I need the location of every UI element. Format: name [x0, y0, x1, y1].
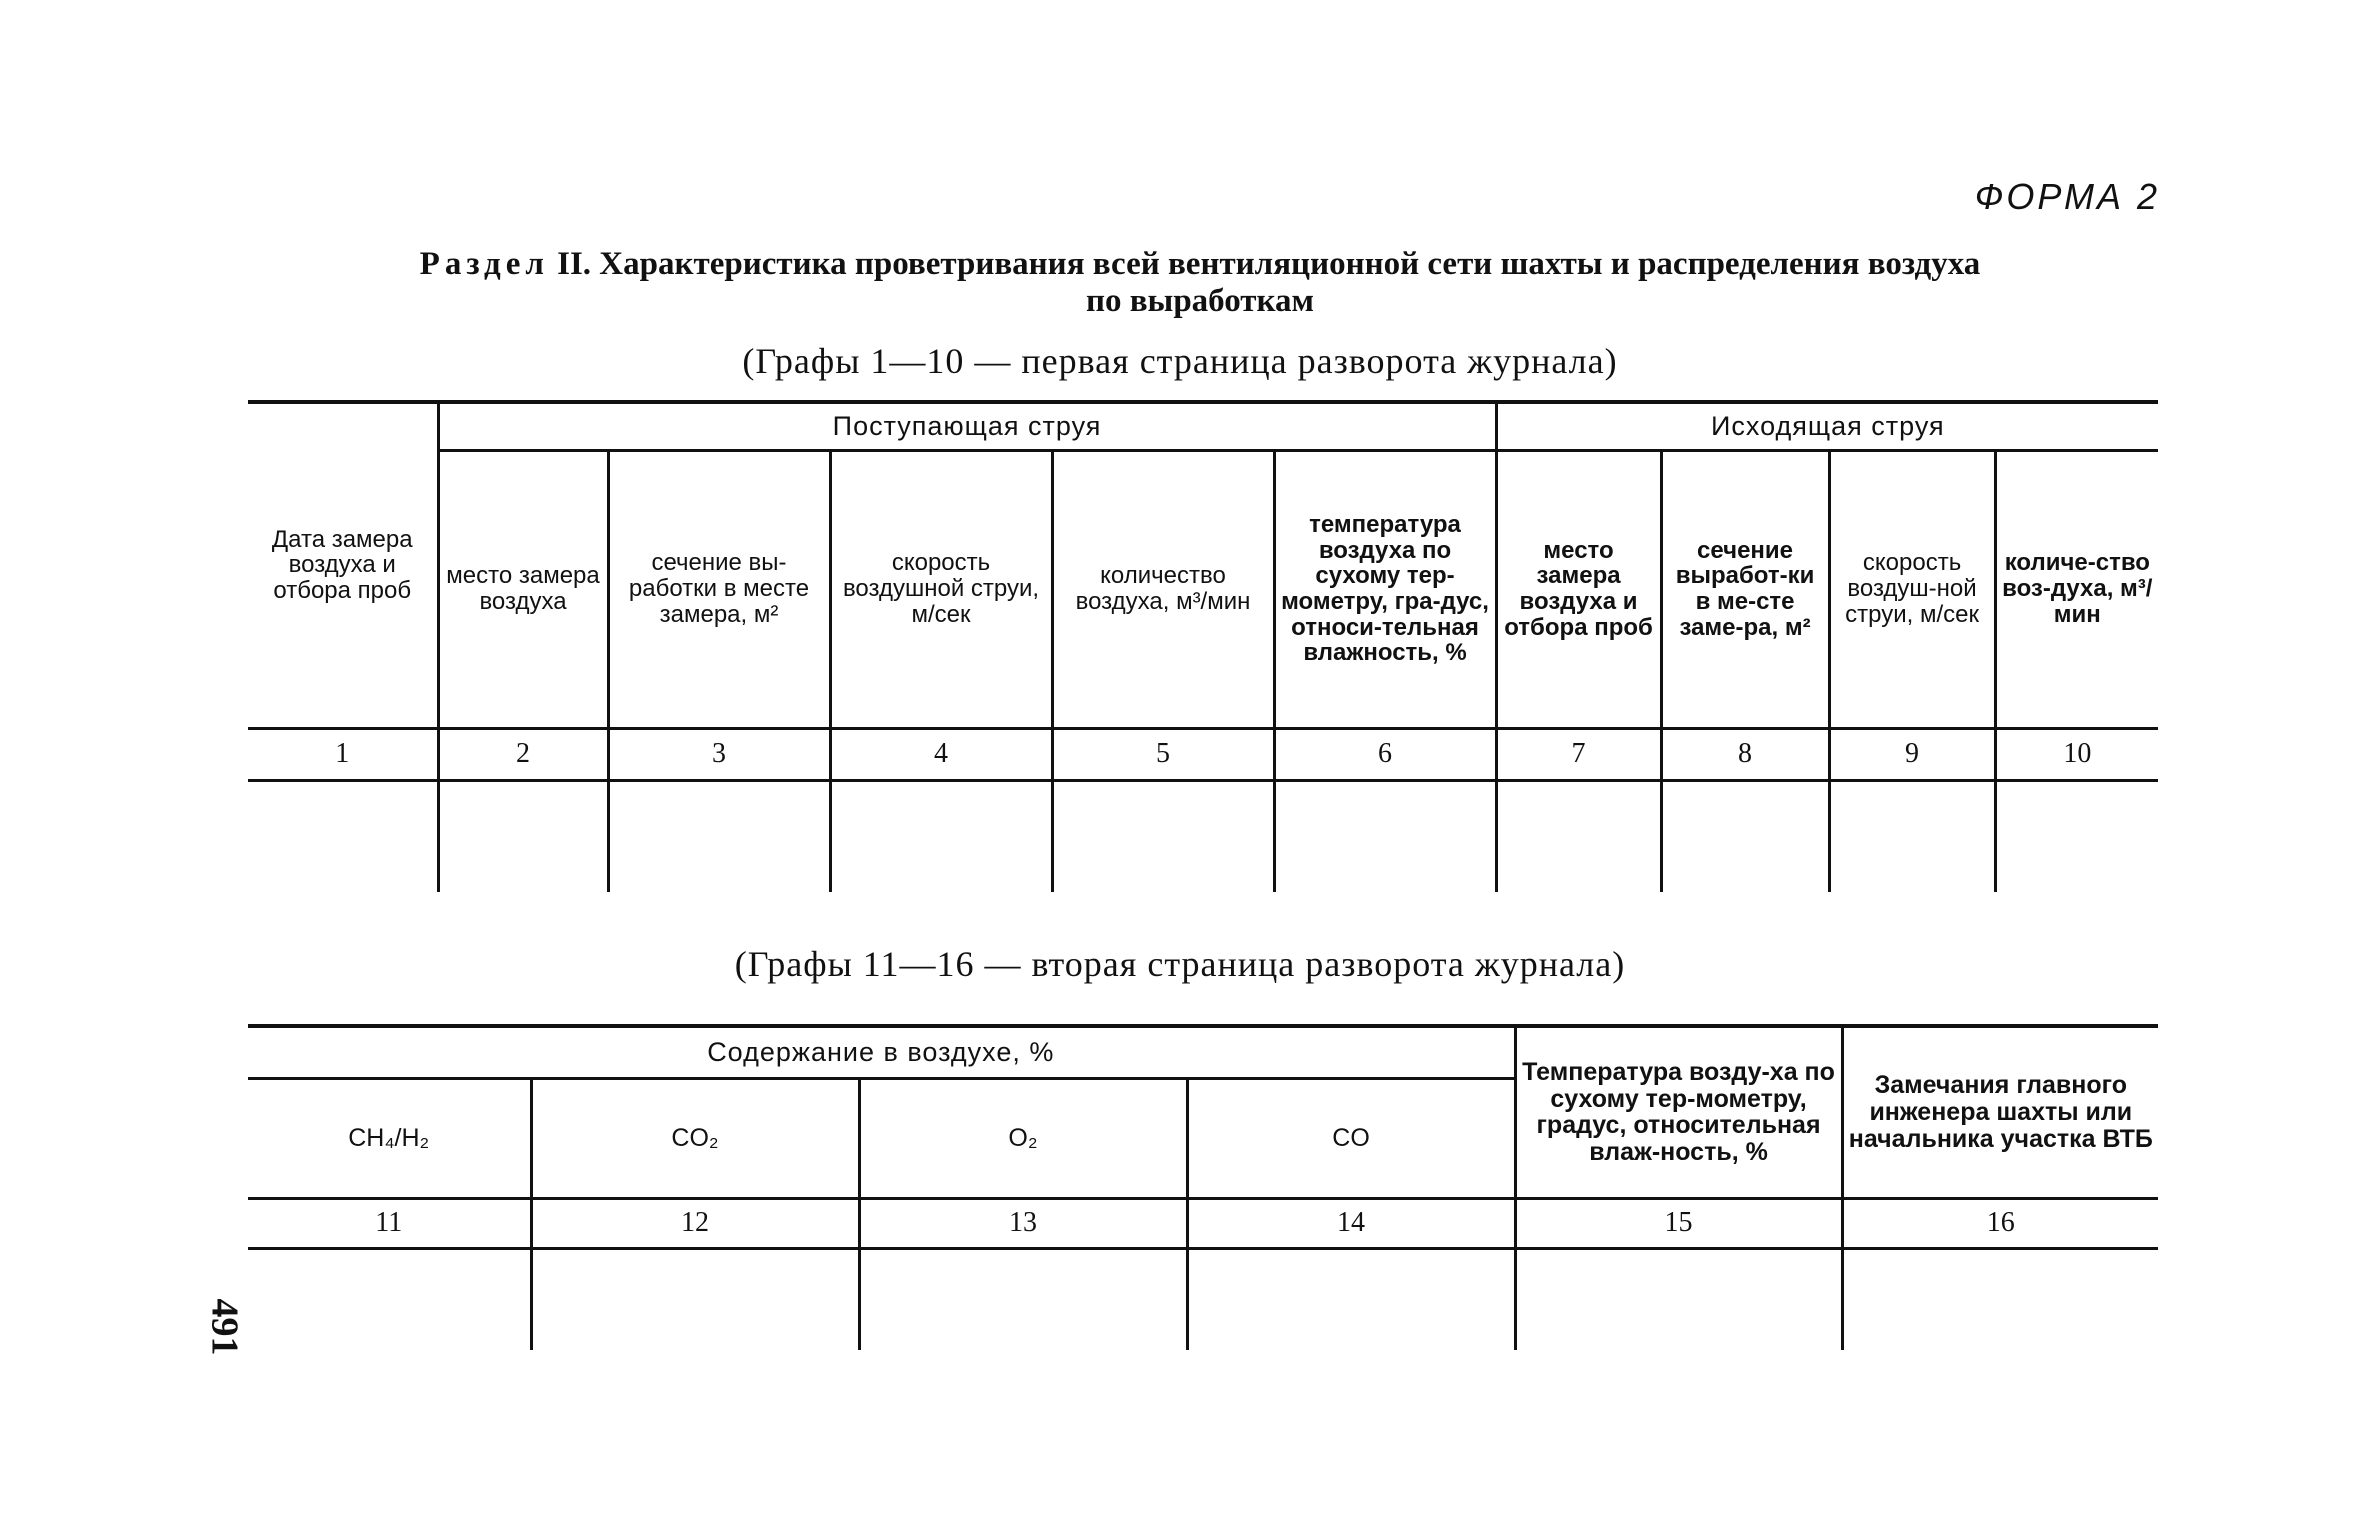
col-number: 15: [1515, 1198, 1842, 1248]
entry-cell: [1187, 1248, 1515, 1350]
entry-cell: [1661, 780, 1829, 892]
col-o2: O₂: [859, 1078, 1187, 1198]
col-number: 1: [248, 728, 438, 780]
col-co: CO: [1187, 1078, 1515, 1198]
section-title-text: II. Характеристика проветривания всей вентиляционной сети шахты и распределения воздуха: [557, 246, 1981, 282]
col-air-quantity: количество воздуха, м³/мин: [1052, 450, 1274, 728]
col-number: 4: [830, 728, 1052, 780]
col-co2: CO₂: [531, 1078, 859, 1198]
entry-cell: [531, 1248, 859, 1350]
section-title-line2: по выработкам: [1085, 282, 1315, 319]
entry-cell: [830, 780, 1052, 892]
col-temperature-humidity: температура воздуха по сухому тер-мометру, гра-дус, относи-тельная влажность, %: [1274, 450, 1496, 728]
ventilation-table-2: [248, 1024, 2158, 1350]
entry-cell: [1829, 780, 1995, 892]
col-out-air-quantity: количе-ство воз-духа, м³/мин: [1995, 450, 2158, 728]
col-air-speed: скорость воздушной струи, м/сек: [830, 450, 1052, 728]
col-out-air-speed: скорость воздуш-ной струи, м/сек: [1829, 450, 1995, 728]
entry-cell: [859, 1248, 1187, 1350]
col-measure-place: место замера воздуха: [438, 450, 608, 728]
entry-cell: [1274, 780, 1496, 892]
page-number: 491: [203, 1298, 246, 1356]
col-number: 11: [248, 1198, 531, 1248]
col-number: 16: [1842, 1198, 2158, 1248]
table2-caption: (Графы 11—16 — вторая страница разворота журнала): [734, 944, 1626, 984]
col-number: 7: [1496, 728, 1661, 780]
entry-cell: [608, 780, 830, 892]
col-out-working-section: сечение выработ-ки в ме-сте заме-ра, м²: [1661, 450, 1829, 728]
entry-cell: [1515, 1248, 1842, 1350]
col-remarks: Замечания главного инженера шахты или начальника участка ВТБ: [1842, 1026, 2158, 1198]
col-number: 13: [859, 1198, 1187, 1248]
col-number: 5: [1052, 728, 1274, 780]
col-temperature-humidity-2: Температура возду-ха по сухому тер-мометру, градус, относительная влаж-ность, %: [1515, 1026, 1842, 1198]
incoming-stream-header: Поступающая струя: [438, 402, 1496, 450]
col-number: 3: [608, 728, 830, 780]
col-number: 6: [1274, 728, 1496, 780]
ventilation-table-1: [248, 400, 2158, 892]
entry-cell: [248, 780, 438, 892]
col-number: 2: [438, 728, 608, 780]
section-word: Раздел: [419, 246, 549, 282]
col-number: 9: [1829, 728, 1995, 780]
date-header: Дата замера воздуха и отбора проб: [248, 402, 438, 728]
col-number: 8: [1661, 728, 1829, 780]
entry-cell: [1496, 780, 1661, 892]
entry-cell: [438, 780, 608, 892]
col-out-measure-place: место замера воздуха и отбора проб: [1496, 450, 1661, 728]
col-ch4-h2: CH₄/H₂: [248, 1078, 531, 1198]
col-working-section: сечение вы-работки в месте замера, м²: [608, 450, 830, 728]
col-number: 10: [1995, 728, 2158, 780]
table1-caption: (Графы 1—10 — первая страница разворота журнала): [742, 341, 1618, 381]
section-title: [250, 246, 2150, 320]
entry-cell: [1995, 780, 2158, 892]
entry-cell: [1052, 780, 1274, 892]
entry-cell: [1842, 1248, 2158, 1350]
entry-cell: [248, 1248, 531, 1350]
col-number: 14: [1187, 1198, 1515, 1248]
outgoing-stream-header: Исходящая струя: [1496, 402, 2158, 450]
col-number: 12: [531, 1198, 859, 1248]
air-content-header: Содержание в воздухе, %: [248, 1026, 1515, 1078]
form-label: ФОРМА 2: [1974, 176, 2160, 217]
